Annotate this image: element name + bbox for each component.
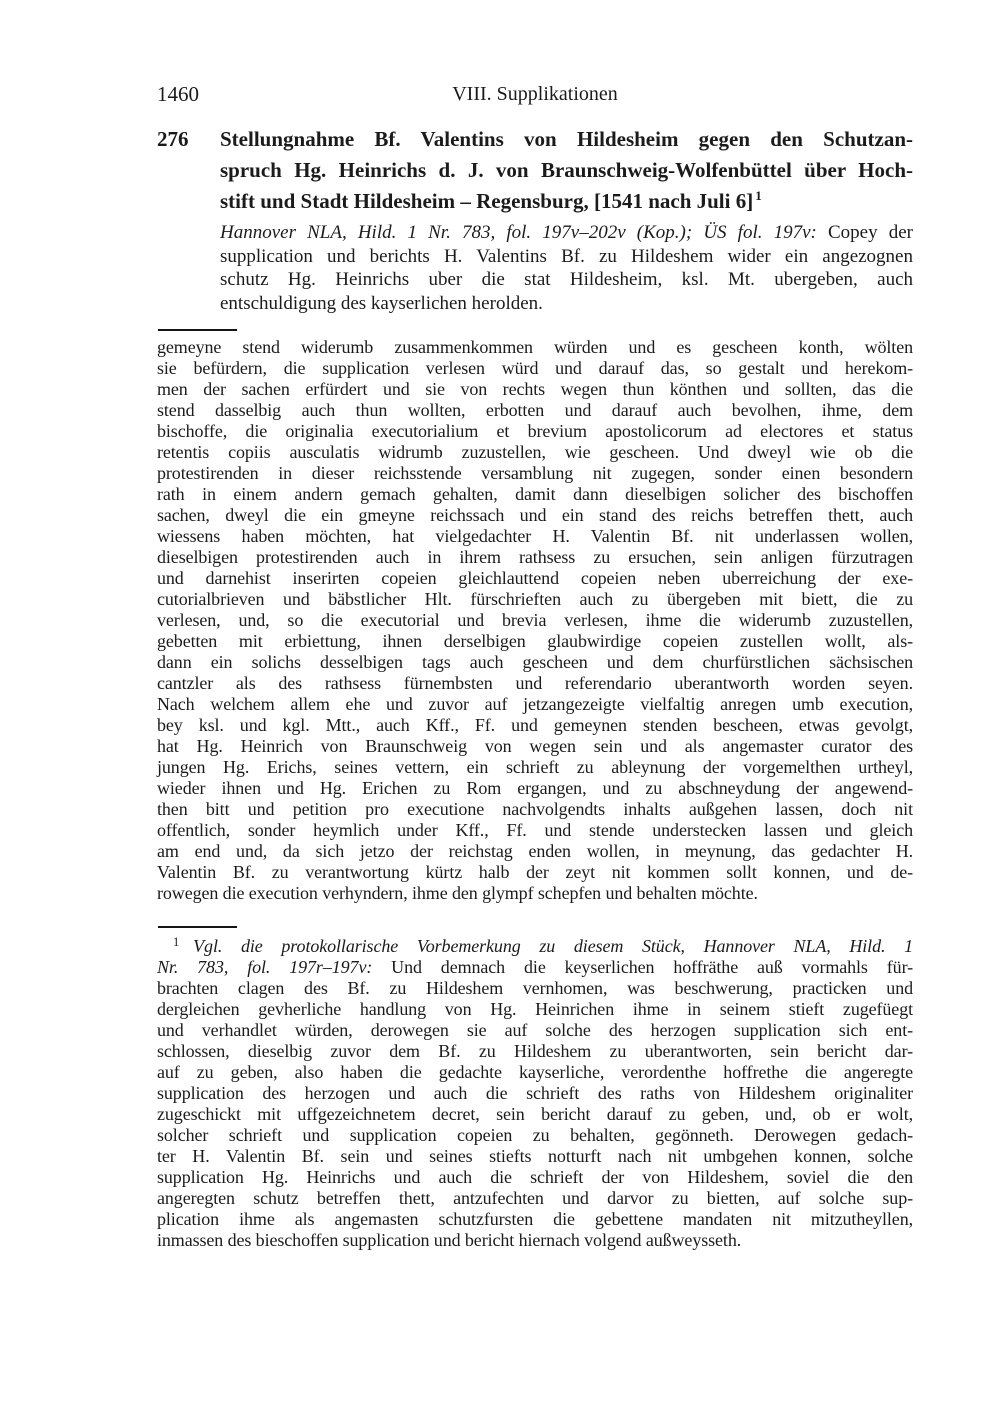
source-line: supplication und berichts H. Valentins Bf. zu Hildeshem wider ein angezognen bbox=[220, 245, 913, 267]
text-line: verlesen, und, so die executorial und brevia verlesen, ihme die widerumb zuzustellen, bbox=[157, 610, 913, 630]
running-header bbox=[157, 82, 913, 106]
entry-title-line: spruch Hg. Heinrichs d. J. von Braunschweig-Wolfenbüttel über Hoch- bbox=[220, 158, 913, 182]
text-line: rath in einem andern gemach gehalten, damit dann dieselbigen solicher des bischoffen bbox=[157, 484, 913, 504]
text-line: retentis copiis ausculatis widrumb zuzustellen, wie gescheen. Und dweyl wie ob die bbox=[157, 442, 913, 462]
entry-title-line: Stellungnahme Bf. Valentins von Hildesheim gegen den Schutzan- bbox=[220, 127, 913, 151]
footnote-line: zugeschickt mit uffgezeichnetem decret, sein bericht darauf zu geben, und, ob er wolt, bbox=[157, 1104, 913, 1124]
text-line: hat Hg. Heinrich von Braunschweig von wegen sein und als angemaster curator des bbox=[157, 736, 913, 756]
text-line: jungen Hg. Erichs, seines vettern, ein schrieft zu ableynung der vorgemelthen urtheyl, bbox=[157, 757, 913, 777]
text-line: gemeyne stend widerumb zusammenkommen würden und es gescheen konth, wölten bbox=[157, 337, 913, 357]
footnote-separator-rule bbox=[158, 926, 237, 928]
text-line: protestirenden in dieser reichsstende versamblung nit zugegen, sonder einen besondern bbox=[157, 463, 913, 483]
footnote-line: supplication des herzogen und auch die schrieft des raths von Hildeshem originaliter bbox=[157, 1083, 913, 1103]
main-text-block bbox=[157, 337, 913, 904]
source-paragraph bbox=[220, 221, 913, 315]
footnote-line bbox=[157, 936, 913, 957]
text-block-separator-rule bbox=[158, 329, 237, 331]
text-line: dieselbigen protestirenden auch in ihrem rathsess zu ersuchen, sein anligen fürzutragen bbox=[157, 547, 913, 567]
text-line: stend dasselbig auch thun wollten, erbotten und darauf auch bevolhen, ihme, dem bbox=[157, 400, 913, 420]
footnote-line: inmassen des bieschoffen supplication und bericht hiernach volgend außweysseth. bbox=[157, 1230, 742, 1250]
footnote-citation-italic: Nr. 783, fol. 197r–197v: bbox=[157, 957, 373, 977]
source-citation-italic: Hannover NLA, Hild. 1 Nr. 783, fol. 197v–202v (Kop.); ÜS fol. 197v: bbox=[220, 222, 817, 243]
entry-number: 276 bbox=[157, 127, 189, 151]
entry-title bbox=[220, 124, 913, 217]
text-line: sie befürdern, die supplication verlesen würd und darauf das, so gestalt und herekom- bbox=[157, 358, 913, 378]
footnote-line: dergleichen gevherliche handlung von Hg. Heinrichen ihme in seinem stieft zugefüegt bbox=[157, 999, 913, 1019]
text-line: am end und, da sich jetzo der reichstag enden wollen, in meynung, das gedachter H. bbox=[157, 841, 913, 861]
footnote-line-text: Und demnach die keyserlichen hoffräthe auß vormahls für- bbox=[372, 957, 913, 977]
text-line: sachen, dweyl die ein gmeyne reichssach und ein stand des reichs betreffen thett, auch bbox=[157, 505, 913, 525]
footnote-line: und verhandlet würden, derowegen sie auf solche des herzogen supplication sich ent- bbox=[157, 1020, 913, 1040]
source-line-text: Copey der bbox=[816, 222, 914, 243]
footnote-line: ter H. Valentin Bf. sein und seines stiefts notturft nach nit umbgehen konnen, solche bbox=[157, 1146, 913, 1166]
text-line: Valentin Bf. zu verantwortung kürtz halb der zeyt nit kommen sollt konnen, und de- bbox=[157, 862, 913, 882]
footnote-block bbox=[157, 936, 913, 1251]
text-line: bischoffe, die originalia executorialium et brevium apostolicorum ad electores et status bbox=[157, 421, 913, 441]
text-line: wiessens haben möchten, hat vielgedachter H. Valentin Bf. nit underlassen wollen, bbox=[157, 526, 913, 546]
text-line: gebetten mit erbiettung, ihnen derselbigen glaubwirdige copeien zustellen wollt, als- bbox=[157, 631, 913, 651]
footnote-line: schlossen, dieselbig zuvor dem Bf. zu Hildeshem zu uberantworten, sein bericht dar- bbox=[157, 1041, 913, 1061]
footnote-line: supplication Hg. Heinrichs und auch die schrieft der von Hildeshem, soviel die den bbox=[157, 1167, 913, 1187]
footnote-line: brachten clagen des Bf. zu Hildeshem vernhomen, was beschwerung, practicken und bbox=[157, 978, 913, 998]
entry-title-line bbox=[220, 186, 913, 217]
text-line: men der sachen erfürdert und sie von rechts wegen thun könthen und sollten, das die bbox=[157, 379, 913, 399]
text-line: und darnehist inserirten copeien gleichlauttend copeien neben uberreichung der exe- bbox=[157, 568, 913, 588]
text-line: dann ein solichs desselbigen tags auch gescheen und dem churfürstlichen sächsischen bbox=[157, 652, 913, 672]
source-line: schutz Hg. Heinrichs uber die stat Hildesheim, ksl. Mt. ubergeben, auch bbox=[220, 269, 913, 291]
footnote-line: solcher schrieft und supplication copeien zu behalten, gegönneth. Derowegen gedach- bbox=[157, 1125, 913, 1145]
footnote-reference: 1 bbox=[755, 188, 762, 203]
text-line: cantzler als des rathsess fürnembsten und referendario uberantworth worden seyen. bbox=[157, 673, 913, 693]
footnote-line: plication ihme als angemasten schutzfursten die gebettene mandaten nit mitzutheyllen, bbox=[157, 1209, 913, 1229]
running-title: VIII. Supplikationen bbox=[452, 83, 618, 105]
footnote-marker: 1 bbox=[173, 935, 180, 949]
text-line: wieder ihnen und Hg. Erichen zu Rom ergangen, und zu abschneydung der angewend- bbox=[157, 778, 913, 798]
footnote-line bbox=[157, 957, 913, 978]
source-line bbox=[220, 221, 913, 245]
entry-title-line-text: stift und Stadt Hildesheim – Regensburg, [1541 nach Juli 6] bbox=[220, 189, 754, 213]
text-line: bey ksl. und kgl. Mtt., auch Kff., Ff. und gemeynen stenden bescheen, etwas gevolgt, bbox=[157, 715, 913, 735]
text-line: offentlich, sonder heymlich under Kff., Ff. und stende understecken lassen und gleich bbox=[157, 820, 913, 840]
text-line: rowegen die execution verhyndern, ihme den glympf schepfen und behalten möchte. bbox=[157, 883, 758, 903]
text-line: cutorialbrieven und bäbstlicher Hlt. fürschrieften auch zu übergeben mit biett, die zu bbox=[157, 589, 913, 609]
page-number: 1460 bbox=[157, 82, 199, 106]
footnote-citation-italic: Vgl. die protokollarische Vorbemerkung zu diesem Stück, Hannover NLA, Hild. 1 bbox=[193, 936, 913, 956]
text-line: Nach welchem allem ehe und zuvor auf jetzangezeigte vielfaltig anregen umb execution, bbox=[157, 694, 913, 714]
source-line: entschuldigung des kayserlichen herolden. bbox=[220, 292, 543, 314]
text-line: then bitt und petition pro executione nachvolgendts inhalts außgehen lassen, doch nit bbox=[157, 799, 913, 819]
footnote-line: auf zu geben, also haben die gedachte kayserliche, verordenthe hoffrethe die angeregte bbox=[157, 1062, 913, 1082]
footnote-line: angeregten schutz betreffen thett, antzufechten und darvor zu bietten, auf solche sup- bbox=[157, 1188, 913, 1208]
